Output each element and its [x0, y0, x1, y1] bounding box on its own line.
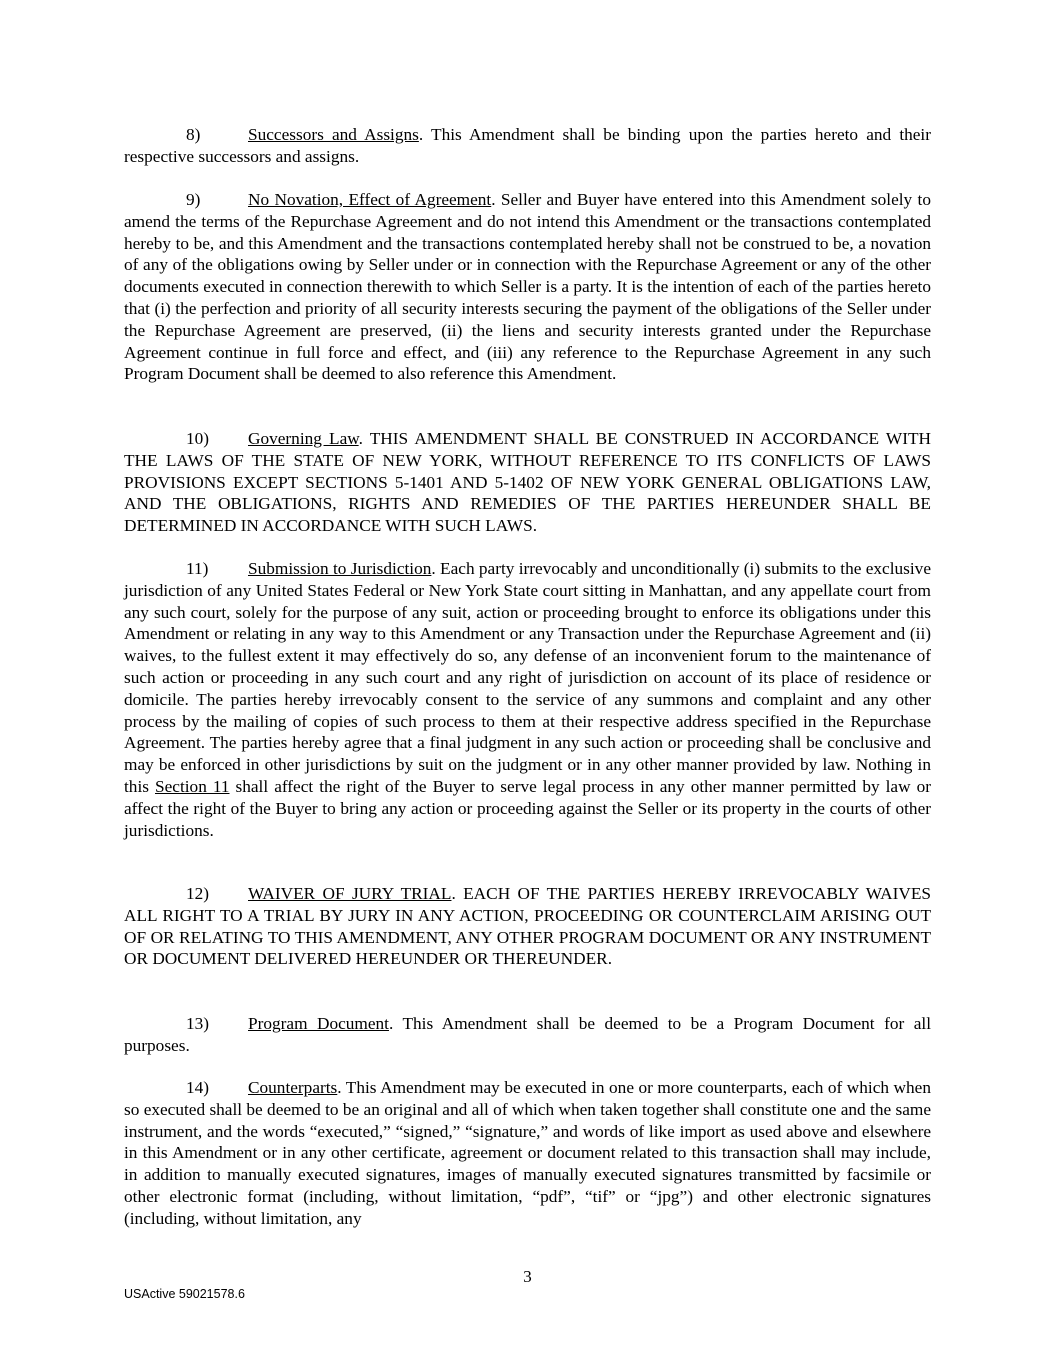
section-heading: Counterparts: [248, 1078, 338, 1097]
section-11: [124, 558, 931, 841]
section-number: 11): [186, 559, 209, 578]
section-body: . THIS AMENDMENT SHALL BE CONSTRUED IN ACCORDANCE WITH THE LAWS OF THE STATE OF NEW YORK, WITHOUT REFERENCE TO ITS CONFLICTS OF LAWS PROVISIONS EXCEPT SECTIONS 5-1401 AND 5-1402 OF NEW YORK GENERAL OBLIGATIONS LAW, AND THE OBLIGATIONS, RIGHTS AND REMEDIES OF THE PARTIES HEREUNDER SHALL BE DETERMINED IN ACCORDANCE WITH SUCH LAWS.: [124, 429, 931, 536]
section-13: [124, 1013, 931, 1057]
section-9: [124, 189, 931, 385]
section-body: . This Amendment shall be binding upon the parties hereto and their respective successors and assigns.: [124, 125, 931, 166]
section-body: . EACH OF THE PARTIES HEREBY IRREVOCABLY WAIVES ALL RIGHT TO A TRIAL BY JURY IN ANY ACTION, PROCEEDING OR COUNTERCLAIM ARISING OUT OF OR RELATING TO THIS AMENDMENT, ANY OTHER PROGRAM DOCUMENT OR ANY INSTRUMENT OR DOCUMENT DELIVERED HEREUNDER OR THEREUNDER.: [124, 884, 931, 969]
section-heading: No Novation, Effect of Agreement: [248, 190, 492, 209]
section-number: 14): [186, 1078, 210, 1097]
section-number: 8): [186, 125, 201, 144]
section-body: . This Amendment may be executed in one or more counterparts, each of which when so executed shall be deemed to be an original and all of which when taken together shall constitute one and the same instrument, and the words “executed,” “signed,” “signature,” and words of like import as used above and elsewhere in this Amendment or in any other certificate, agreement or document related to this transaction shall may include, in addition to manually executed signatures, images of manually executed signatures transmitted by facsimile or other electronic format (including, without limitation, “pdf”, “tif” or “jpg”) and other electronic signatures (including, without limitation, any: [124, 1078, 931, 1228]
section-heading: Governing Law: [248, 429, 359, 448]
page-number: 3: [523, 1267, 532, 1286]
section-8: [124, 124, 931, 168]
section-heading: Program Document: [248, 1014, 389, 1033]
section-body: . This Amendment shall be deemed to be a Program Document for all purposes.: [124, 1014, 931, 1055]
section-reference-link: Section 11: [155, 776, 230, 796]
section-number: 12): [186, 884, 210, 903]
document-id: USActive 59021578.6: [124, 1287, 245, 1301]
section-body: . Each party irrevocably and unconditionally (i) submits to the exclusive jurisdiction of any United States Federal or New York State court sitting in Manhattan, and any appellate court from any such court, solely for the purpose of any suit, action or proceeding brought to enforce its obligations under this Amendment or relating in any way to this Amendment or any Transaction under the Repurchase Agreement and (ii) waives, to the fullest extent it may effectively do so, any defense of an inconvenient forum to the maintenance of such action or proceeding in any such court and any right of jurisdiction on account of its place of residence or domicile. The parties hereby irrevocably consent to the service of any summons and complaint and any other process by the mailing of copies of such process to them at their respective address specified in the Repurchase Agreement. The parties hereby agree that a final judgment in any such action or proceeding shall be conclusive and may be enforced in other jurisdictions by suit on the judgment or in any other manner provided by law. Nothing in this: [124, 559, 931, 796]
section-body-continued: shall affect the right of the Buyer to serve legal process in any other manner permitted by law or affect the right of the Buyer to bring any action or proceeding against the Seller or its property in the courts of other jurisdictions.: [124, 776, 931, 840]
section-10: [124, 428, 931, 537]
section-14: [124, 1077, 931, 1230]
section-12: [124, 883, 931, 970]
section-number: 9): [186, 190, 201, 209]
section-number: 10): [186, 429, 210, 448]
section-body: . Seller and Buyer have entered into this Amendment solely to amend the terms of the Repurchase Agreement and do not intend this Amendment or the transactions contemplated hereby to be, and this Amendment and the transactions contemplated hereby shall not be construed to be, a novation of any of the obligations owing by Seller under or in connection with the Repurchase Agreement or any of the other documents executed in connection therewith to which Seller is a party. It is the intention of each of the parties hereto that (i) the perfection and priority of all security interests securing the payment of the obligations of the Seller under the Repurchase Agreement are preserved, (ii) the liens and security interests granted under the Repurchase Agreement continue in full force and effect, and (iii) any reference to the Repurchase Agreement in any such Program Document shall be deemed to also reference this Amendment.: [124, 190, 931, 384]
section-heading: Submission to Jurisdiction: [248, 559, 432, 578]
section-number: 13): [186, 1014, 210, 1033]
section-heading: WAIVER OF JURY TRIAL: [248, 884, 452, 903]
section-heading: Successors and Assigns: [248, 125, 419, 144]
